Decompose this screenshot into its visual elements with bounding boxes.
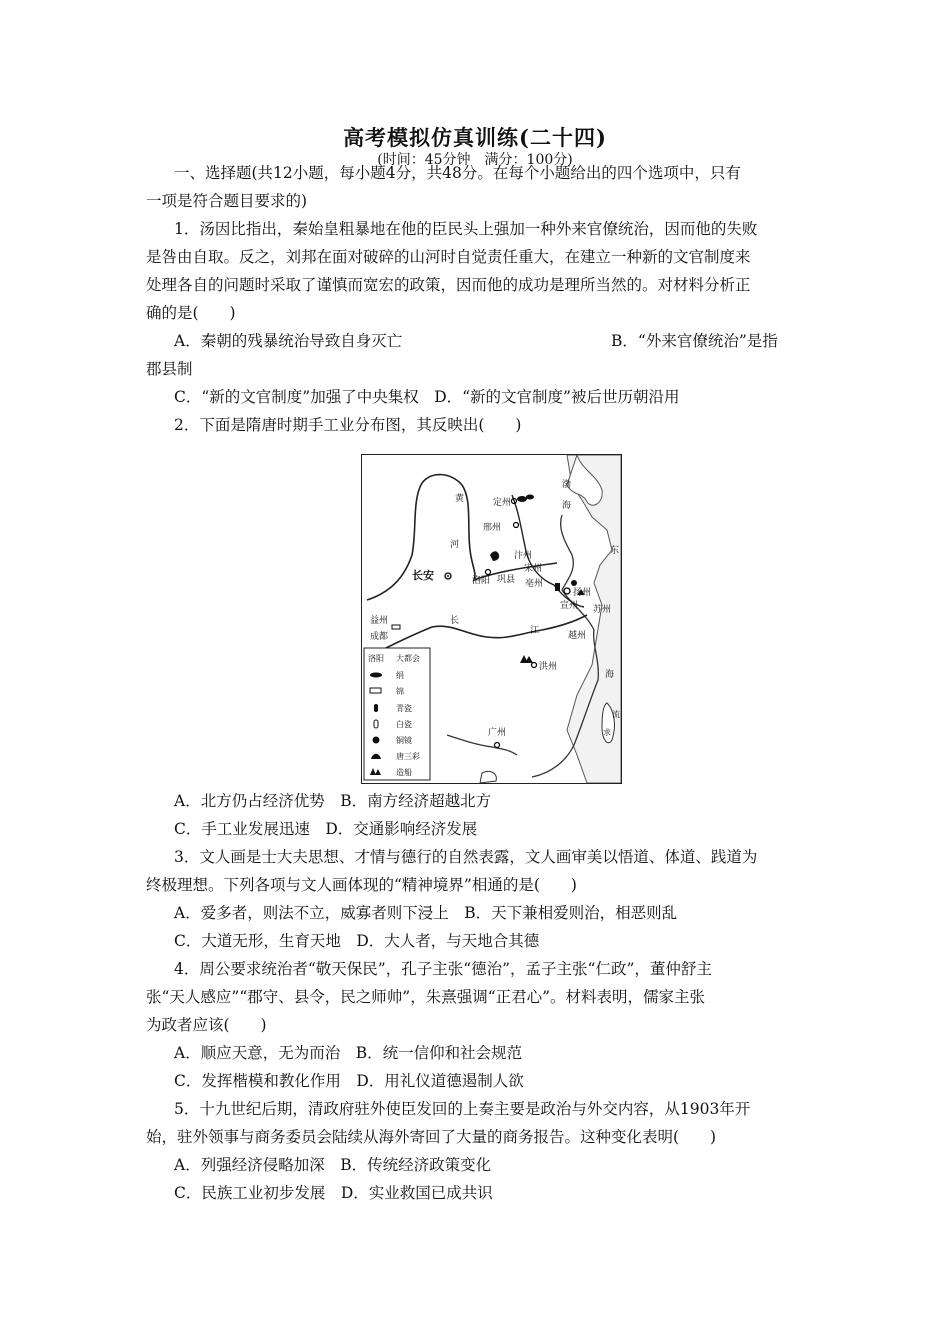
label-sea-bo: 渤	[562, 480, 572, 490]
xingzhou-marker	[514, 523, 519, 528]
label-river-chang: 长	[450, 616, 460, 626]
legend-city-name: 洛阳	[368, 654, 384, 663]
label-xingzhou: 邢州	[483, 523, 502, 533]
q3-options-ab: A．爱多者，则法不立，威寡者则下浸上 B．天下兼相爱则治，相恶则乱	[174, 904, 678, 922]
label-bianzhou: 汴州	[514, 551, 533, 561]
legend-metropolis: 大都会	[396, 654, 420, 663]
hongzhou-craft-icons	[520, 655, 533, 663]
q1-stem-line4: 确的是( )	[146, 304, 236, 322]
label-yuezhou: 越州	[568, 631, 587, 641]
yangtze-river	[382, 615, 587, 650]
celadon-icon	[374, 704, 378, 712]
chengdu-craft-icons	[392, 625, 400, 629]
dingzhou-craft-icons	[517, 495, 534, 503]
q1-options-cd: C．“新的文官制度”加强了中央集权 D．“新的文官制度”被后世历朝沿用	[174, 388, 680, 406]
label-dingzhou: 定州	[493, 498, 512, 508]
q4-stem-line3: 为政者应该( )	[146, 1016, 267, 1034]
exam-meta: (时间：45分钟 满分：100分)	[377, 152, 573, 168]
page-title: 高考模拟仿真训练(二十四)	[343, 125, 607, 150]
q2-options-ab: A．北方仍占经济优势 B．南方经济超越北方	[174, 792, 492, 810]
label-chengdu: 成都	[370, 632, 389, 642]
label-yizhou: 益州	[370, 616, 389, 626]
bronze-mirror-icon	[373, 737, 380, 744]
q1-stem-line3: 处理各自的问题时采取了谨慎而宽宏的政策，因而他的成功是理所当然的。对材料分析正	[146, 276, 751, 294]
q1-stem-line2: 是咎由自取。反之，刘邦在面对破碎的山河时自觉责任重大，在建立一种新的文官制度来	[146, 248, 751, 266]
luoyang-marker	[486, 570, 491, 575]
q3-stem-line2: 终极理想。下列各项与文人画体现的“精神境界”相通的是( )	[146, 876, 577, 894]
label-taiwan-liu: 流	[612, 710, 620, 719]
legend-tang-sancai: 唐三彩	[396, 752, 420, 761]
q4-stem-line1: 4．周公要求统治者“敬天保民”，孔子主张“德治”，孟子主张“仁政”，董仲舒主	[174, 960, 712, 978]
q2-options-cd: C．手工业发展迅速 D．交通影响经济发展	[174, 820, 478, 838]
q5-options-cd: C．民族工业初步发展 D．实业救国已成共识	[174, 1184, 493, 1202]
q1-option-b-cont: 郡县制	[146, 360, 193, 378]
q1-option-b: B．“外来官僚统治”是指	[611, 332, 778, 350]
legend-brocade: 锦	[396, 687, 404, 696]
q5-stem-line2: 始，驻外领事与商务委员会陆续从海外寄回了大量的商务报告。这种变化表明( )	[146, 1128, 717, 1146]
guangzhou-marker	[495, 743, 500, 748]
label-changan: 长安	[412, 569, 434, 582]
silk-icon	[370, 673, 382, 678]
legend-shipbuilding: 造船	[396, 768, 412, 777]
label-xuanzhou: 宣州	[560, 601, 579, 611]
q5-stem-line1: 5．十九世纪后期，清政府驻外使臣发回的上奏主要是政治与外交内容，从1903年开	[174, 1100, 751, 1118]
label-sea-dong: 东	[610, 546, 620, 556]
q5-options-ab: A．列强经济侵略加深 B．传统经济政策变化	[174, 1156, 492, 1174]
legend-white-porcelain: 白瓷	[396, 720, 412, 729]
legend-silk: 绢	[396, 671, 404, 680]
label-luoyang: 洛阳	[472, 576, 491, 586]
label-river-huang: 黄	[455, 494, 465, 504]
label-sea-donghai-hai: 海	[605, 670, 615, 680]
label-songzhou: 宋州	[524, 564, 543, 574]
q4-options-ab: A．顺应天意，无为而治 B．统一信仰和社会规范	[174, 1044, 523, 1062]
section-instruction: 一、选择题(共12小题，每小题4分，共48分。在每个小题给出的四个选项中，只有	[174, 164, 741, 182]
q4-options-cd: C．发挥楷模和教化作用 D．用礼仪道德遏制人欲	[174, 1072, 524, 1090]
hainan-island	[480, 771, 496, 783]
q1-stem-line1: 1．汤因比指出，秦始皇粗暴地在他的臣民头上强加一种外来官僚统治，因而他的失败	[174, 220, 758, 238]
label-sea-bohai-hai: 海	[562, 501, 572, 511]
map-legend	[364, 648, 430, 780]
handicraft-map	[361, 454, 622, 784]
label-river-jiang: 江	[530, 626, 540, 636]
label-taiwan-qiu: 求	[603, 728, 611, 737]
q3-stem-line1: 3．文人画是士大夫思想、才情与德行的自然表露，文人画审美以悟道、体道、践道为	[174, 848, 758, 866]
legend-bronze-mirror: 铜镜	[396, 736, 412, 745]
label-river-he: 河	[450, 540, 460, 550]
q3-options-cd: C．大道无形，生育天地 D．大人者，与天地合其德	[174, 932, 540, 950]
hongzhou-marker	[532, 663, 537, 668]
label-gongxian: 巩县	[497, 575, 516, 585]
q2-stem: 2．下面是隋唐时期手工业分布图，其反映出( )	[174, 416, 522, 434]
label-bozhou: 亳州	[525, 579, 544, 589]
q1-option-a: A．秦朝的残暴统治导致自身灭亡	[174, 332, 403, 350]
q4-stem-line2: 张“天人感应”“郡守、县令，民之师帅”，朱熹强调“正君心”。材料表明，儒家主张	[146, 988, 706, 1006]
yangzhou-marker	[564, 588, 570, 594]
section-instruction-cont: 一项是符合题目要求的)	[146, 192, 308, 210]
label-hongzhou: 洪州	[539, 662, 558, 672]
luoyang-craft-icons	[490, 551, 499, 561]
label-guangzhou: 广州	[488, 728, 507, 738]
label-yangzhou: 扬州	[573, 588, 592, 598]
pearl-river	[447, 735, 517, 755]
legend-celadon: 青瓷	[396, 704, 412, 713]
label-suzhou: 苏州	[593, 605, 612, 615]
